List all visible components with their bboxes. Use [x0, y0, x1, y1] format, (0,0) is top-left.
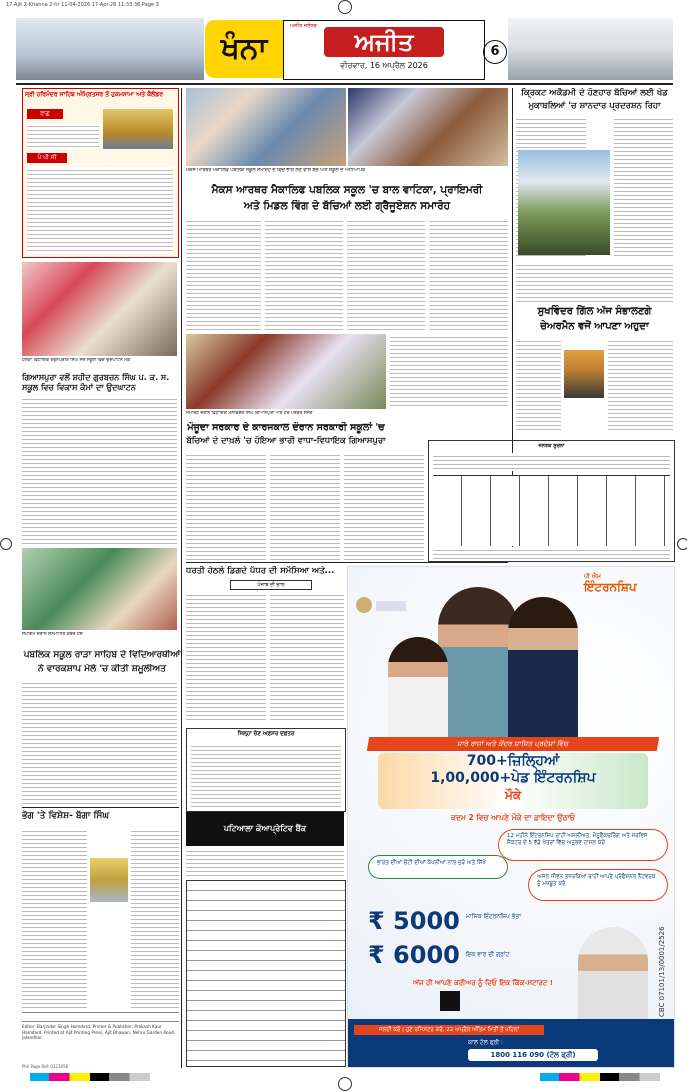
center-body-col5	[390, 334, 508, 409]
ad-amount-1: ₹ 5000	[368, 907, 460, 935]
hukamnama-raag: ਰਾਗੁ	[27, 109, 63, 119]
notice-bank-banner	[186, 812, 344, 846]
ministry-logo-icon	[376, 601, 406, 611]
footer-ref: Phil Page Ref: 0123456	[22, 1064, 69, 1069]
masthead-paper-small: ਅਜੀਤ ਜਲੰਧਰ	[290, 23, 317, 29]
left-photo-school	[22, 548, 177, 630]
notice-tender-table	[428, 440, 675, 562]
ad-cbc-code: CBC 07101/13/0001/2526	[658, 926, 666, 1017]
ad-footer-bar	[348, 1019, 674, 1067]
notice-bank-table	[186, 880, 346, 1067]
left-headline-giaspura: ਗਿਆਸਪੁਰਾ ਵਲੋਂ ਸ਼ਹੀਦ ਗੁਰਬਚਨ ਸਿੰਘ ਪ. ਕ. ਸ. ਸਕੂਲ ਵਿਚ ਵਿਕਾਸ ਕੰਮਾਂ ਦਾ ਉਦਘਾਟਨ	[22, 373, 170, 392]
center-mla-body-a	[186, 452, 266, 560]
center-body-col3	[347, 218, 425, 330]
page-number: 6	[483, 40, 507, 64]
center-headline-1: ਮੈਕਸ ਆਰਥਰ ਮੈਕਾਲਿਫ ਪਬਲਿਕ ਸਕੂਲ 'ਚ ਬਾਲ ਵਾਟਿਕਾ, ਪ੍ਰਾਇਮਰੀ	[211, 184, 483, 196]
ad-pill-1: 12 ਮਹੀਨੇ ਇੰਟਰਨਸ਼ਿਪ ਰਾਹੀਂ ਅਸਲੀਅਤ, ਮੈਨੂਫੈਕਚਰਿੰਗ ਅਤੇ ਸਰਵਿਸ ਸੈਕਟਰ ਦੇ 5 ਵੱਡੇ ਖੇਤਰਾਂ ਵਿੱਚ ਅਨੁਭਵ ਹਾਸਲ ਕਰੋ	[498, 829, 668, 861]
right-cricket-body-b	[614, 116, 673, 256]
center-photo-mla	[186, 334, 386, 409]
masthead-title-block	[283, 20, 485, 80]
center-photo-graduation-2	[348, 88, 508, 166]
ad-big-box	[378, 753, 648, 809]
print-slug: 17-Ajit 2-Khanna 2-hr 11-04-2026 17-Apr-26 11:33:36 Page 3	[6, 2, 159, 8]
center-body-col1	[186, 218, 261, 330]
left-story-body	[22, 396, 177, 546]
notice-tender-title: ਜਨਤਕ ਸੂਚਨਾ	[538, 443, 565, 449]
ad-banner: ਸਾਰੇ ਰਾਜਾਂ ਅਤੇ ਕੇਂਦਰ ਸ਼ਾਸਿਤ ਪ੍ਰਦੇਸ਼ਾਂ ਵਿੱਚ	[367, 737, 659, 751]
notice-bank-body	[186, 848, 344, 878]
center-photo-mla-caption: ਸਮਾਰੋਹ ਦੌਰਾਨ ਵਿਧਾਇਕ ਮਨਵਿੰਦਰ ਸਿੰਘ ਗਿਆਸਪੁਰਾ ਅਤੇ ਹੋਰ ਪਤਵੰਤੇ ਸੱਜਣ	[186, 411, 313, 416]
ad-pill-2: ਭਾਰਤ ਦੀਆਂ ਚੋਟੀ ਦੀਆਂ ਕੰਪਨੀਆਂ ਨਾਲ ਜੁੜੋ ਅਤੇ ਸਿੱਖੋ	[368, 855, 508, 879]
left-headline-bhog: ਭੋਗ 'ਤੇ ਵਿਸ਼ੇਸ਼- ਬੱਗਾ ਸਿੰਘ	[22, 811, 110, 821]
ad-logo-small: ਪੀ ਐਮ	[584, 573, 601, 580]
ad-person-woman	[388, 637, 448, 737]
masthead-left-photo	[16, 18, 204, 80]
left-photo2-caption: ਸਮਾਗਮ ਦੌਰਾਨ ਸਨਮਾਨਿਤ ਕਰਦੇ ਹੋਏ	[22, 632, 83, 637]
left-bhog-body-a	[22, 828, 87, 1008]
center-groundwater-body-a	[186, 592, 266, 722]
center-groundwater-label: ਪੰਜਾਬ ਦੀ ਚਾਲ	[230, 580, 312, 590]
left-headline-public-school-2: ਨੇ ਵਾਰਕਸ਼ਾਪ ਮੇਲੇ 'ਚ ਕੀਤੀ ਸ਼ਮੂਲੀਅਤ	[38, 664, 166, 674]
emblem-icon	[356, 597, 372, 613]
registration-mark-icon	[677, 538, 687, 550]
ad-pill-3: ਅਸਲ ਜੀਵਨ ਤਜਰਬਿਆਂ ਰਾਹੀਂ ਆਪਣੇ ਪ੍ਰੋਫੈਸ਼ਨਲ ਨੈੱਟਵਰਕ ਨੂੰ ਮਜ਼ਬੂਤ ਕਰੋ	[528, 869, 668, 901]
right-headline-cricket-1: ਕ੍ਰਿਕਟ ਅਕੈਡਮੀ ਦੇ ਹੋਣਹਾਰ ਬੱਚਿਆਂ ਲਈ ਖੇਡ	[521, 88, 668, 98]
ad-logo: ਇੰਟਰਨਸ਼ਿਪ	[584, 580, 637, 594]
registration-mark-icon	[338, 0, 352, 14]
hukamnama-box	[22, 88, 179, 258]
left-photo-inauguration	[22, 262, 177, 356]
ad-amount-1-label: ਮਾਸਿਕ ਇੰਟਰਨਸ਼ਿਪ ਭੱਤਾ	[466, 913, 522, 920]
center-body-col2	[265, 218, 343, 330]
ad-sub: ਕਦਮ 2 ਵਿਚ ਆਪਣੇ ਮੌਕੇ ਦਾ ਫ਼ਾਇਦਾ ਉਠਾਓ	[450, 813, 576, 822]
ad-call-label: ਕਾਲ ਟੋਲ ਫ੍ਰੀ :	[468, 1039, 503, 1046]
hukamnama-title: ਸ੍ਰੀ ਹਰਿਮੰਦਰ ਸਾਹਿਬ ਅੰਮ੍ਰਿਤਸਰ ਤੋਂ ਹੁਕਮਨਾਮਾ ਅਤੇ ਕੈਲੰਡਰ	[25, 91, 163, 98]
cricket-photo	[518, 150, 610, 255]
ad-amount-2-label: ਇਕ ਵਾਰ ਦੀ ਗ੍ਰਾਂਟ	[466, 951, 510, 958]
center-mla-body-b	[270, 452, 340, 560]
left-bhog-body-b	[131, 828, 179, 1008]
masthead-khanna: ਖੰਨਾ	[220, 31, 268, 66]
left-headline-public-school-1: ਪਬਲਿਕ ਸਕੂਲ ਰਾੜਾ ਸਾਹਿਬ ਦੇ ਵਿਦਿਆਰਥੀਆਂ	[23, 650, 181, 660]
center-photo-graduation-1	[186, 88, 346, 166]
ad-person-man-left	[438, 587, 518, 737]
center-headline-mla-1: ਮੌਜੂਦਾ ਸਰਕਾਰ ਦੇ ਕਾਰਜਕਾਲ ਦੌਰਾਨ ਸਰਕਾਰੀ ਸਕੂਲਾਂ 'ਚ	[187, 422, 385, 433]
right-gill-body-a	[516, 338, 561, 433]
masthead-khanna-block	[205, 20, 283, 78]
qr-code-icon	[440, 991, 460, 1011]
golden-temple-photo	[103, 109, 173, 149]
notice-bank-title: ਪਟਿਆਲਾ ਕੋਆਪ੍ਰੇਟਿਵ ਬੈਂਕ	[223, 824, 307, 833]
color-bar-right	[540, 1073, 660, 1081]
center-headline-groundwater: ਧਰਤੀ ਹੇਠਲੇ ਡਿਗਦੇ ਪੱਧਰ ਦੀ ਸਮੱਸਿਆ ਅਤੇ...	[186, 566, 335, 576]
right-cricket-body-c	[516, 262, 673, 302]
ad-cta: ਅੱਜ ਹੀ ਆਪਣੇ ਕਰੀਅਰ ਨੂੰ ਦਿਓ ਇਕ ਕਿੱਕ-ਸਟਾਰਟ !	[413, 979, 553, 987]
registration-mark-icon	[0, 538, 12, 550]
masthead-date: ਵੀਰਵਾਰ, 16 ਅਪ੍ਰੈਲ 2026	[340, 61, 428, 70]
notice-election-box	[186, 728, 346, 812]
ad-person-man-right	[508, 597, 578, 737]
bagga-singh-portrait	[90, 858, 128, 902]
masthead-right-photo	[508, 18, 673, 80]
right-gill-body-b	[608, 338, 673, 433]
center-body-col4	[429, 218, 508, 330]
center-headline-mla-2: ਬੱਚਿਆਂ ਦੇ ਦਾਖ਼ਲੇ 'ਚ ਹੋਇਆ ਭਾਰੀ ਵਾਧਾ-ਵਿਧਾਇਕ ਗਿਆਸਪੁਰਾ	[186, 436, 386, 446]
ad-amount-2: ₹ 6000	[368, 941, 460, 969]
right-headline-gill-2: ਚੇਅਰਮੈਨ ਵਜੋਂ ਆਪਣਾ ਅਹੁਦਾ	[540, 321, 649, 332]
ad-big3: ਮੌਕੇ	[504, 788, 522, 802]
center-headline-2: ਅਤੇ ਮਿਡਲ ਵਿੰਗ ਦੇ ਬੱਚਿਆਂ ਲਈ ਗ੍ਰੈਜੂਏਸ਼ਨ ਸਮਾਰੋਹ	[243, 200, 451, 212]
color-bar-left	[30, 1073, 150, 1081]
ad-phone: 1800 116 090 (ਟੋਲ ਫ੍ਰੀ)	[468, 1049, 598, 1061]
calendar-text	[27, 167, 173, 253]
gill-portrait	[564, 350, 604, 398]
hukamnama-box-label: ਪੰ ਪੀ ਸੀ	[27, 153, 67, 163]
footer-imprint: Editor: Barjinder Singh Hamdard, Printer & Publisher: Prakash Kaur Hamdard. Printed at Ajit Printing Press, Ajit Bhawan, Nehru Garden Road, Jalandhar.	[22, 1024, 176, 1040]
center-photo-caption: ਮੈਕਸ ਆਰਥਰ ਮੈਕਾਲਿਫ ਪਬਲਿਕ ਸਕੂਲ ਸਮਾਰੋਹ ਦੇ ਵਿੱਚ ਭਾਗ ਲੈਣ ਵਾਲੇ ਬੱਚੇ ਅਤੇ ਸਕੂਲ ਦੇ ਅਧਿਆਪਕ	[186, 168, 366, 173]
left-photo-caption: ਹਲਕਾ ਵਿਧਾਇਕ ਤਰੁਨਪ੍ਰੀਤ ਸਿੰਘ ਸੌਂਦ ਸਕੂਲ ਵਿੱਚ ਉਦਘਾਟਨ ਮੌਕੇ	[22, 358, 131, 363]
right-headline-gill-1: ਸੁਖਵਿੰਦਰ ਗਿੱਲ ਅੱਜ ਸੰਭਾਲਣਗੇ	[537, 306, 652, 317]
center-mla-body-c	[344, 452, 424, 560]
center-groundwater-body-b	[270, 592, 344, 722]
right-headline-cricket-2: ਮੁਕਾਬਲਿਆਂ 'ਚ ਸ਼ਾਨਦਾਰ ਪ੍ਰਦਰਸ਼ਨ ਰਿਹਾ	[528, 101, 661, 111]
hukamnama-text	[27, 123, 99, 149]
ad-deadline: ਜਲਦੀ ਕਰੋ | ਹੁਣੇ ਰਜਿਸਟਰ ਕਰੋ, 22 ਅਪ੍ਰੈਲ ਅੰਤਿਮ ਮਿਤੀ ਤੋਂ ਪਹਿਲਾਂ	[354, 1025, 544, 1035]
ad-big2: 1,00,000+ਪੇਡ ਇੰਟਰਨਸ਼ਿਪ	[430, 770, 596, 786]
ad-big1: 700+ਜ਼ਿਲ੍ਹਿਆਂ	[466, 753, 560, 769]
left-notice-strip	[22, 1012, 179, 1022]
left-story2-body	[22, 680, 177, 805]
pm-internship-ad	[347, 566, 675, 1068]
notice-election-title: ਜ਼ਿਲ੍ਹਾ ਚੋਣ ਅਫ਼ਸਰ ਦਫ਼ਤਰ	[237, 731, 295, 737]
masthead-ajit: ਅਜੀਤ	[324, 27, 444, 57]
